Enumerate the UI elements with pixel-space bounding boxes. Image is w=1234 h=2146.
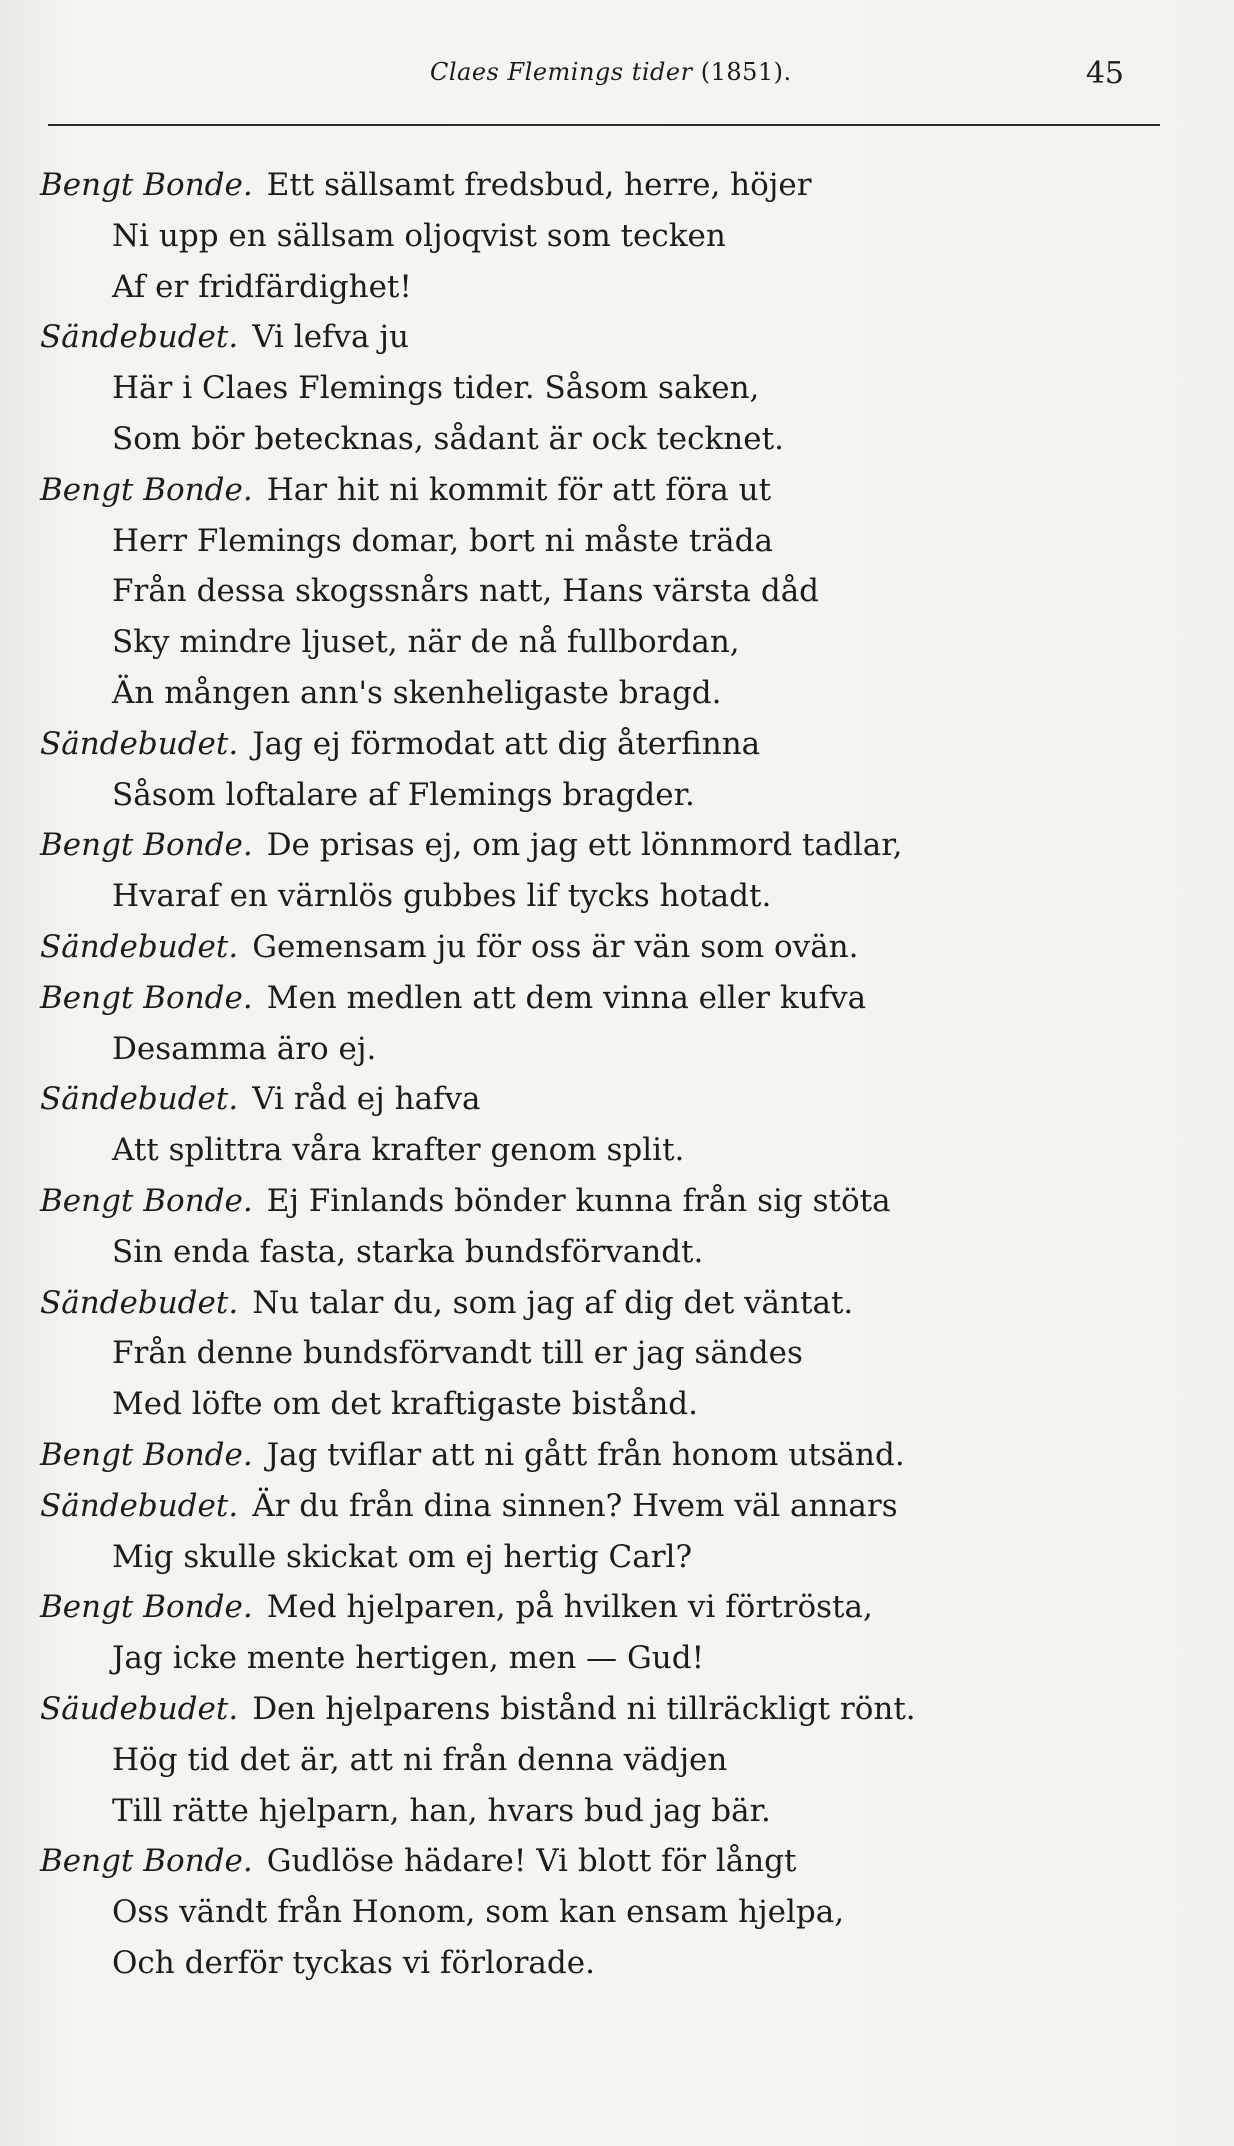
verse-text: Med hjelparen, på hvilken vi förtrösta, <box>266 1589 873 1626</box>
verse-text: Här i Claes Flemings tider. Såsom saken, <box>112 370 760 407</box>
dialogue-line <box>40 871 1150 922</box>
dialogue-line <box>40 1887 1150 1938</box>
dialogue-line <box>40 1024 1150 1075</box>
dialogue-line <box>40 1074 1150 1125</box>
dialogue-line <box>40 1532 1150 1583</box>
dialogue-line <box>40 363 1150 414</box>
speaker-name: Bengt Bonde. <box>40 167 253 203</box>
verse-text: Ni upp en sällsam oljoqvist som tecken <box>112 217 726 254</box>
dialogue-line <box>40 1430 1150 1481</box>
verse-text: Såsom loftalare af Flemings bragder. <box>112 776 695 813</box>
dialogue-line <box>40 617 1150 668</box>
verse-text: Att splittra våra krafter genom split. <box>112 1132 685 1169</box>
dialogue-line <box>40 719 1150 770</box>
speaker-name: Sändebudet. <box>40 1284 239 1321</box>
speaker-name: Bengt Bonde. <box>40 1843 253 1880</box>
verse-text: Och derför tyckas vi förlorade. <box>112 1944 595 1981</box>
dialogue-line <box>40 312 1150 363</box>
dialogue-line <box>40 770 1150 821</box>
verse-text: Med löfte om det kraftigaste bistånd. <box>112 1386 699 1423</box>
verse-text: Sky mindre ljuset, när de nå fullbordan, <box>112 624 740 661</box>
verse-text: Från dessa skogssnårs natt, Hans värsta dåd <box>112 573 820 610</box>
verse-text: Som bör betecknas, sådant är ock tecknet. <box>112 420 784 457</box>
dialogue-line <box>40 1582 1150 1633</box>
dialogue-line <box>40 1938 1150 1989</box>
verse-text: Än mången ann's skenheligaste bragd. <box>112 674 722 711</box>
dialogue-line <box>40 1379 1150 1430</box>
page-header <box>0 58 1234 98</box>
speaker-name: Bengt Bonde. <box>40 1182 253 1219</box>
header-rule <box>48 124 1160 126</box>
speaker-name: Bengt Bonde. <box>40 471 253 508</box>
verse-text: Jag icke mente hertigen, men — Gud! <box>112 1640 705 1677</box>
verse-text: Herr Flemings domar, bort ni måste träda <box>112 522 773 559</box>
speaker-name: Sändebudet. <box>40 725 239 762</box>
verse-text: Till rätte hjelparn, han, hvars bud jag bär. <box>112 1792 771 1829</box>
dialogue-line <box>40 211 1150 262</box>
verse-text: Ett sällsamt fredsbud, herre, höjer <box>266 167 812 203</box>
verse-text: Ej Finlands bönder kunna från sig stöta <box>266 1182 891 1219</box>
verse-text: Oss vändt från Honom, som kan ensam hjelpa, <box>112 1894 845 1931</box>
speaker-name: Bengt Bonde. <box>40 827 253 864</box>
verse-text: Hög tid det är, att ni från denna vädjen <box>112 1741 728 1778</box>
speaker-name: Bengt Bonde. <box>40 1436 253 1473</box>
dialogue-line <box>40 566 1150 617</box>
dialogue-text <box>40 160 1150 1989</box>
dialogue-line <box>40 1227 1150 1278</box>
dialogue-line <box>40 1125 1150 1176</box>
verse-text: Sin enda fasta, starka bundsförvandt. <box>112 1233 704 1270</box>
dialogue-line <box>40 668 1150 719</box>
dialogue-line <box>40 973 1150 1024</box>
dialogue-line <box>40 262 1150 313</box>
speaker-name: Bengt Bonde. <box>40 979 253 1016</box>
speaker-name: Sändebudet. <box>40 319 239 356</box>
verse-text: Nu talar du, som jag af dig det väntat. <box>252 1284 854 1321</box>
verse-text: Jag tviflar att ni gått från honom utsänd. <box>266 1436 905 1473</box>
verse-text: Jag ej förmodat att dig återfinna <box>252 725 761 762</box>
verse-text: Vi lefva ju <box>252 319 409 356</box>
running-title-text: Claes Flemings tider <box>430 58 693 86</box>
verse-text: Mig skulle skickat om ej hertig Carl? <box>112 1538 693 1575</box>
speaker-name: Sändebudet. <box>40 928 239 965</box>
verse-text: Vi råd ej hafva <box>252 1081 481 1118</box>
dialogue-line <box>40 1278 1150 1329</box>
verse-text: Gemensam ju för oss är vän som ovän. <box>252 928 859 965</box>
verse-text: Desamma äro ej. <box>112 1030 377 1067</box>
dialogue-line <box>40 1735 1150 1786</box>
running-title-year: (1851). <box>700 58 792 86</box>
dialogue-line <box>40 1786 1150 1837</box>
dialogue-line <box>40 1633 1150 1684</box>
dialogue-line <box>40 1328 1150 1379</box>
dialogue-line <box>40 414 1150 465</box>
page-number: 45 <box>1085 56 1124 91</box>
dialogue-line <box>40 1176 1150 1227</box>
verse-text: Gudlöse hädare! Vi blott för långt <box>266 1843 797 1880</box>
verse-text: Är du från dina sinnen? Hvem väl annars <box>252 1487 898 1524</box>
dialogue-line <box>40 465 1150 516</box>
speaker-name: Sändebudet. <box>40 1081 239 1118</box>
verse-text: Den hjelparens bistånd ni tillräckligt rönt. <box>252 1690 916 1727</box>
dialogue-line <box>40 820 1150 871</box>
dialogue-line <box>40 1836 1150 1887</box>
speaker-name: Bengt Bonde. <box>40 1589 253 1626</box>
verse-text: Hvaraf en värnlös gubbes lif tycks hotadt. <box>112 878 772 915</box>
verse-text: De prisas ej, om jag ett lönnmord tadlar, <box>266 827 903 864</box>
verse-text: Har hit ni kommit för att föra ut <box>266 471 772 508</box>
verse-text: Men medlen att dem vinna eller kufva <box>266 979 867 1016</box>
speaker-name: Sändebudet. <box>40 1487 239 1524</box>
dialogue-line <box>40 1481 1150 1532</box>
dialogue-line <box>40 160 1150 211</box>
running-title <box>430 58 792 86</box>
dialogue-line <box>40 922 1150 973</box>
speaker-name: Säudebudet. <box>40 1690 239 1727</box>
dialogue-line <box>40 1684 1150 1735</box>
verse-text: Från denne bundsförvandt till er jag sändes <box>112 1335 803 1372</box>
verse-text: Af er fridfärdighet! <box>112 268 412 305</box>
dialogue-line <box>40 516 1150 567</box>
